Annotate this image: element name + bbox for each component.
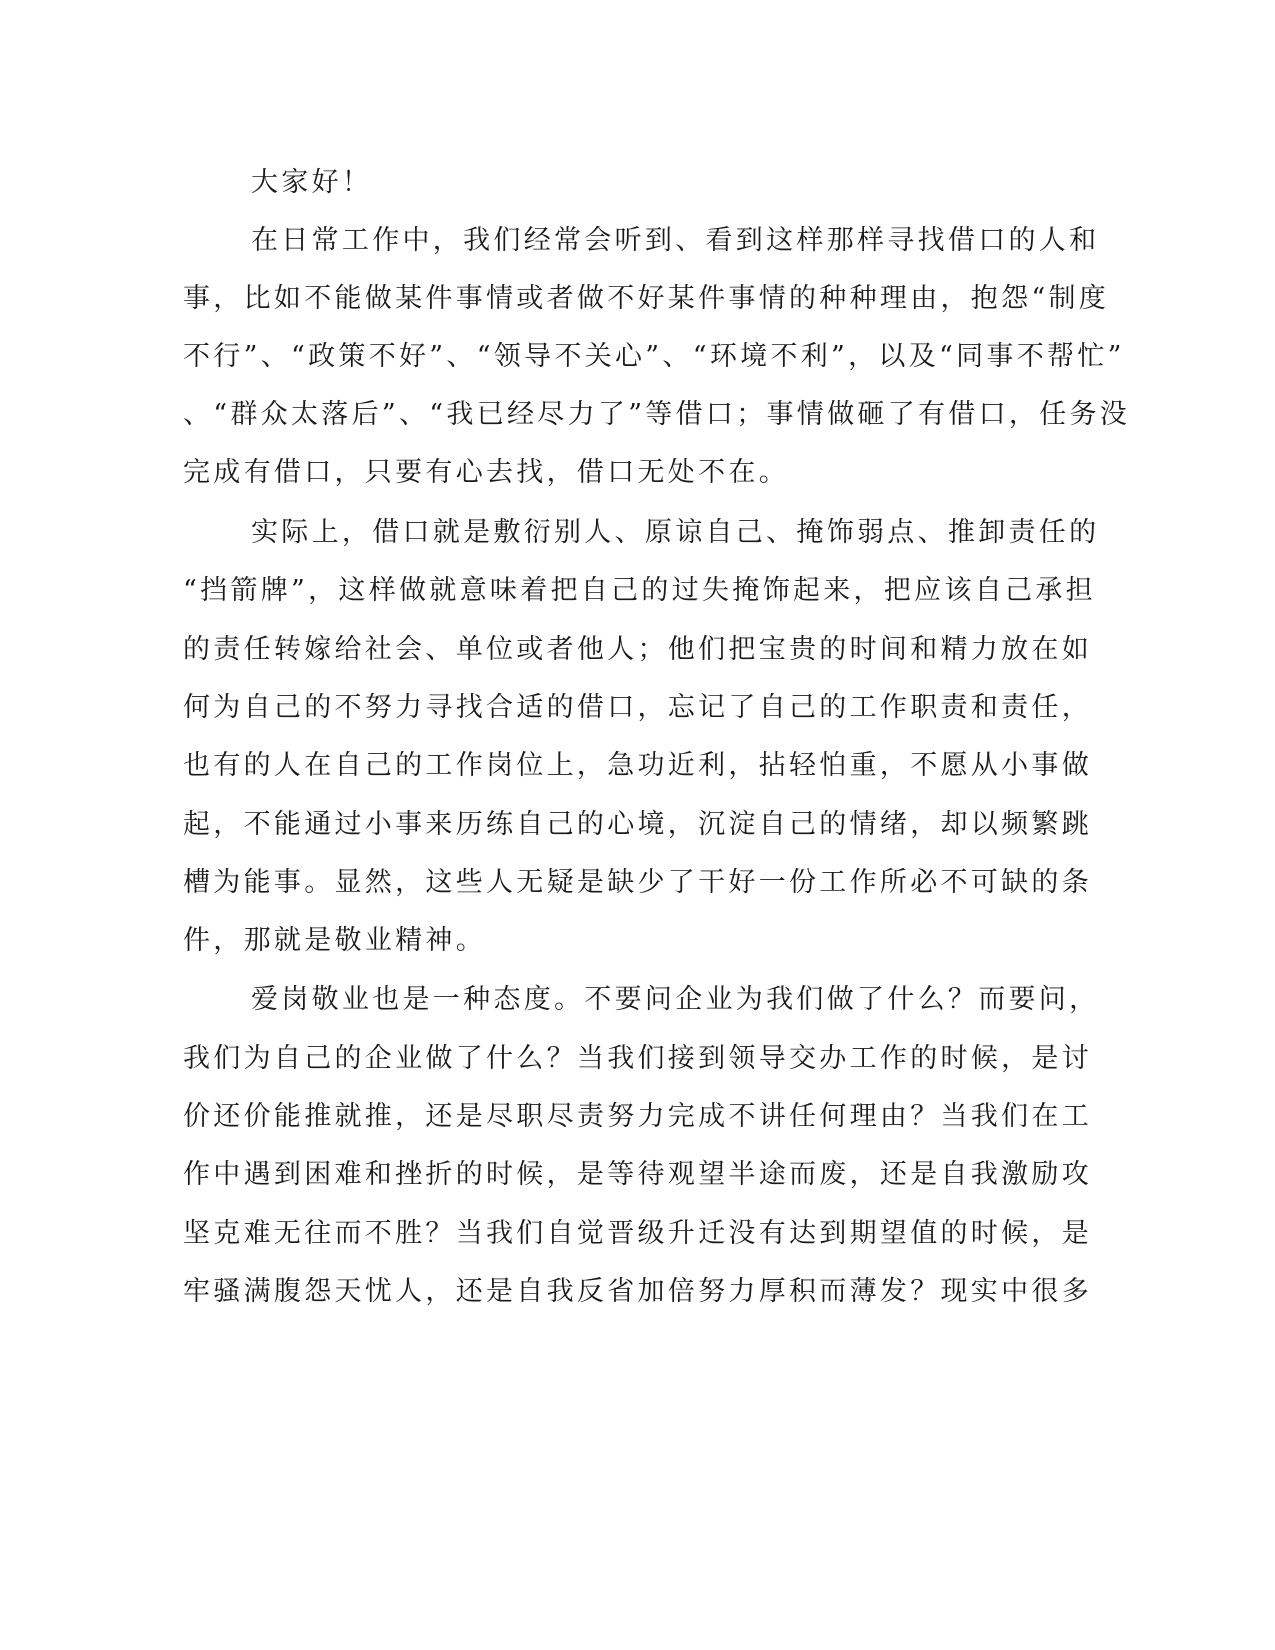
paragraph-1-line-5: 完成有借口，只要有心去找，借口无处不在。 [183, 457, 789, 488]
paragraph-1-line-4: 、“群众太落后”、“我已经尽力了”等借口；事情做砸了有借口，任务没 [183, 399, 1131, 430]
paragraph-2-line-1: 实际上，借口就是敷衍别人、原谅自己、掩饰弱点、推卸责任的 [251, 517, 1100, 548]
paragraph-1-line-2: 事，比如不能做某件事情或者做不好某件事情的种种理由，抱怨“制度 [183, 283, 1110, 314]
paragraph-2-line-5: 也有的人在自己的工作岗位上，急功近利，拈轻怕重，不愿从小事做 [183, 750, 1092, 781]
paragraph-1-line-1: 在日常工作中，我们经常会听到、看到这样那样寻找借口的人和 [251, 225, 1100, 256]
paragraph-3-line-1: 爱岗敬业也是一种态度。不要问企业为我们做了什么？而要问， [251, 984, 1100, 1015]
paragraph-3-line-6: 牢骚满腹怨天忧人，还是自我反省加倍努力厚积而薄发？现实中很多 [183, 1276, 1092, 1307]
paragraph-2-line-6: 起，不能通过小事来历练自己的心境，沉淀自己的情绪，却以频繁跳 [183, 809, 1092, 840]
paragraph-2-line-7: 槽为能事。显然，这些人无疑是缺少了干好一份工作所必不可缺的条 [183, 867, 1092, 898]
paragraph-2-line-4: 何为自己的不努力寻找合适的借口，忘记了自己的工作职责和责任， [183, 692, 1092, 723]
greeting-line: 大家好！ [251, 167, 373, 198]
paragraph-2-line-3: 的责任转嫁给社会、单位或者他人；他们把宝贵的时间和精力放在如 [183, 634, 1092, 665]
paragraph-3-line-3: 价还价能推就推，还是尽职尽责努力完成不讲任何理由？当我们在工 [183, 1101, 1092, 1132]
paragraph-2-line-2: “挡箭牌”，这样做就意味着把自己的过失掩饰起来，把应该自己承担 [183, 575, 1096, 606]
paragraph-3-line-2: 我们为自己的企业做了什么？当我们接到领导交办工作的时候，是讨 [183, 1043, 1092, 1074]
paragraph-1-line-3: 不行”、“政策不好”、“领导不关心”、“环境不利”，以及“同事不帮忙” [183, 341, 1125, 372]
paragraph-3-line-5: 坚克难无往而不胜？当我们自觉晋级升迁没有达到期望值的时候，是 [183, 1218, 1092, 1249]
paragraph-3-line-4: 作中遇到困难和挫折的时候，是等待观望半途而废，还是自我激励攻 [183, 1159, 1092, 1190]
paragraph-2-line-8: 件，那就是敬业精神。 [183, 925, 486, 956]
